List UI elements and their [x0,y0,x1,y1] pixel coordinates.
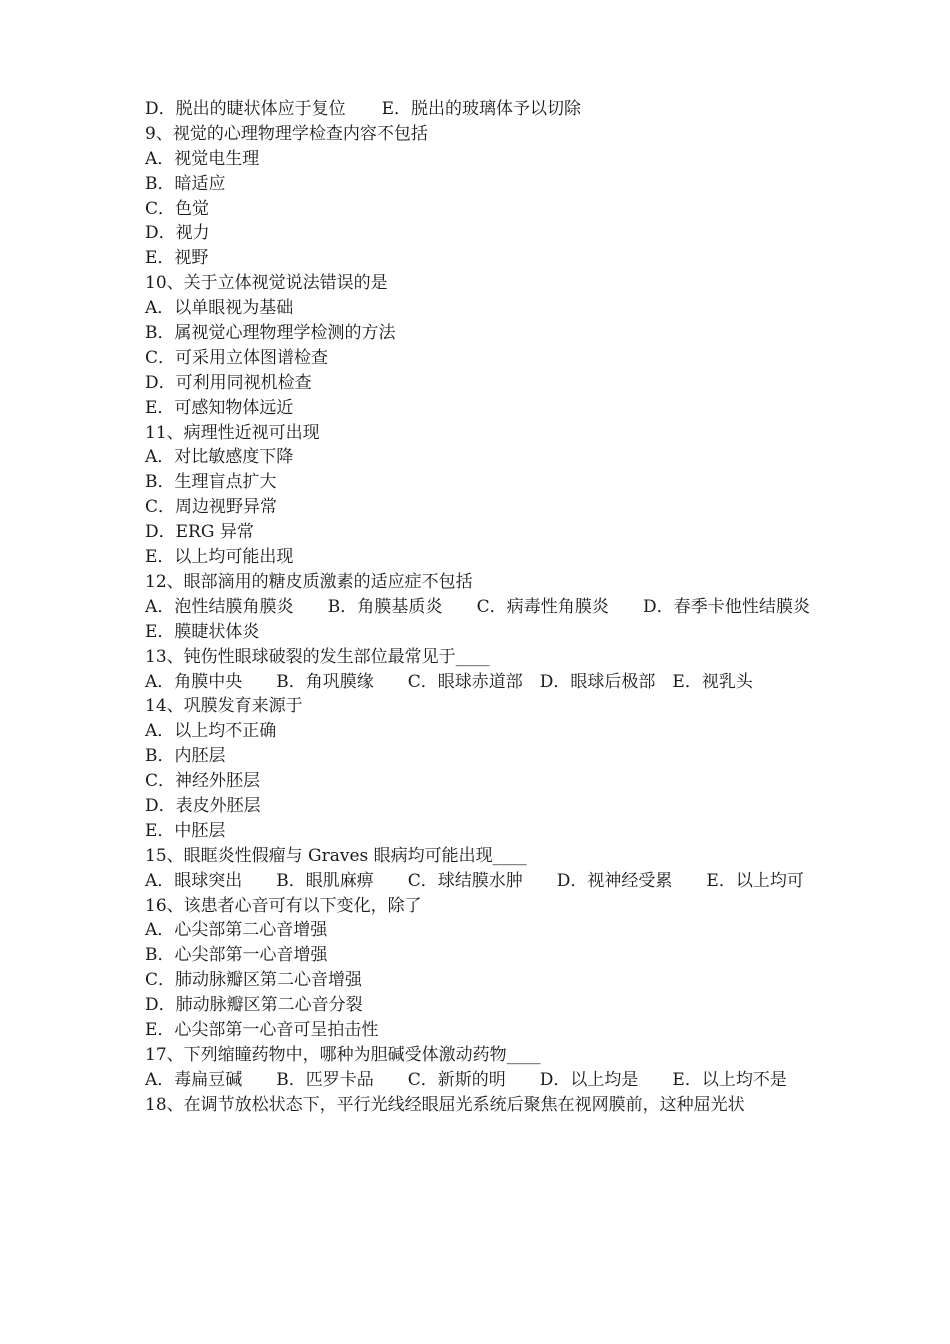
answer-option: C．神经外胚层 [145,771,261,792]
answer-option: E．中胚层 [145,820,226,841]
answer-option: E．以上均可能出现 [145,547,294,568]
question-heading: 15、眼眶炎性假瘤与 Graves 眼病均可能出现____ [145,845,527,866]
answer-options-paragraph: A．眼球突出 B．眼肌麻痹 C．球结膜水肿 D．视神经受累 E．以上均可 [145,870,804,891]
question-heading: 16、该患者心音可有以下变化，除了 [145,895,422,916]
option-text: D．脱出的睫状体应于复位 [145,99,346,119]
answer-option: B．心尖部第一心音增强 [145,945,328,966]
answer-option: E．视野 [145,248,209,269]
answer-option: D．表皮外胚层 [145,795,261,816]
answer-option: C．周边视野异常 [145,497,278,518]
answer-option: B．生理盲点扩大 [145,472,277,493]
question-heading: 13、钝伤性眼球破裂的发生部位最常见于____ [145,646,490,667]
question-heading: 11、病理性近视可出现 [145,422,320,443]
answer-option: B．内胚层 [145,746,226,767]
question-text-body [145,97,844,1118]
question-heading: 17、下列缩瞳药物中，哪种为胆碱受体激动药物____ [145,1044,541,1065]
question-heading: 9、视觉的心理物理学检查内容不包括 [145,123,428,144]
answer-option: C．可采用立体图谱检查 [145,347,329,368]
answer-option: E．可感知物体远近 [145,397,294,418]
answer-option: D．ERG 异常 [145,522,254,543]
answer-option: A．以上均不正确 [145,721,277,742]
answer-option: A．视觉电生理 [145,148,260,169]
answer-option: E．心尖部第一心音可呈拍击性 [145,1020,379,1041]
answer-option: D．肺动脉瓣区第二心音分裂 [145,995,363,1016]
answer-options-paragraph: A．毒扁豆碱 B．匹罗卡品 C．新斯的明 D．以上均是 E．以上均不是 [145,1069,787,1090]
answer-option: D．视力 [145,223,210,244]
answer-option: B．属视觉心理物理学检测的方法 [145,323,396,344]
answer-option: D．可利用同视机检查 [145,372,312,393]
answer-options-paragraph: A．角膜中央 B．角巩膜缘 C．眼球赤道部 D．眼球后极部 E．视乳头 [145,671,753,692]
question-heading: 12、眼部滴用的糖皮质激素的适应症不包括 [145,571,473,592]
question-heading: 18、在调节放松状态下，平行光线经眼屈光系统后聚焦在视网膜前，这种屈光状 [145,1094,745,1115]
question-heading: 10、关于立体视觉说法错误的是 [145,273,388,294]
answer-option: C．色觉 [145,198,210,219]
answer-option: C．肺动脉瓣区第二心音增强 [145,970,363,991]
answer-option: A．心尖部第二心音增强 [145,920,328,941]
answer-options-paragraph: A．泡性结膜角膜炎 B．角膜基质炎 C．病毒性角膜炎 D．春季卡他性结膜炎 E．膜睫状体炎 [145,596,844,642]
answer-option: B．暗适应 [145,173,226,194]
question-heading: 14、巩膜发育来源于 [145,696,303,717]
answer-option: A．以单眼视为基础 [145,298,294,319]
option-text: E．脱出的玻璃体予以切除 [381,99,582,119]
answer-option: A．对比敏感度下降 [145,447,294,468]
answer-options-line [145,97,810,122]
